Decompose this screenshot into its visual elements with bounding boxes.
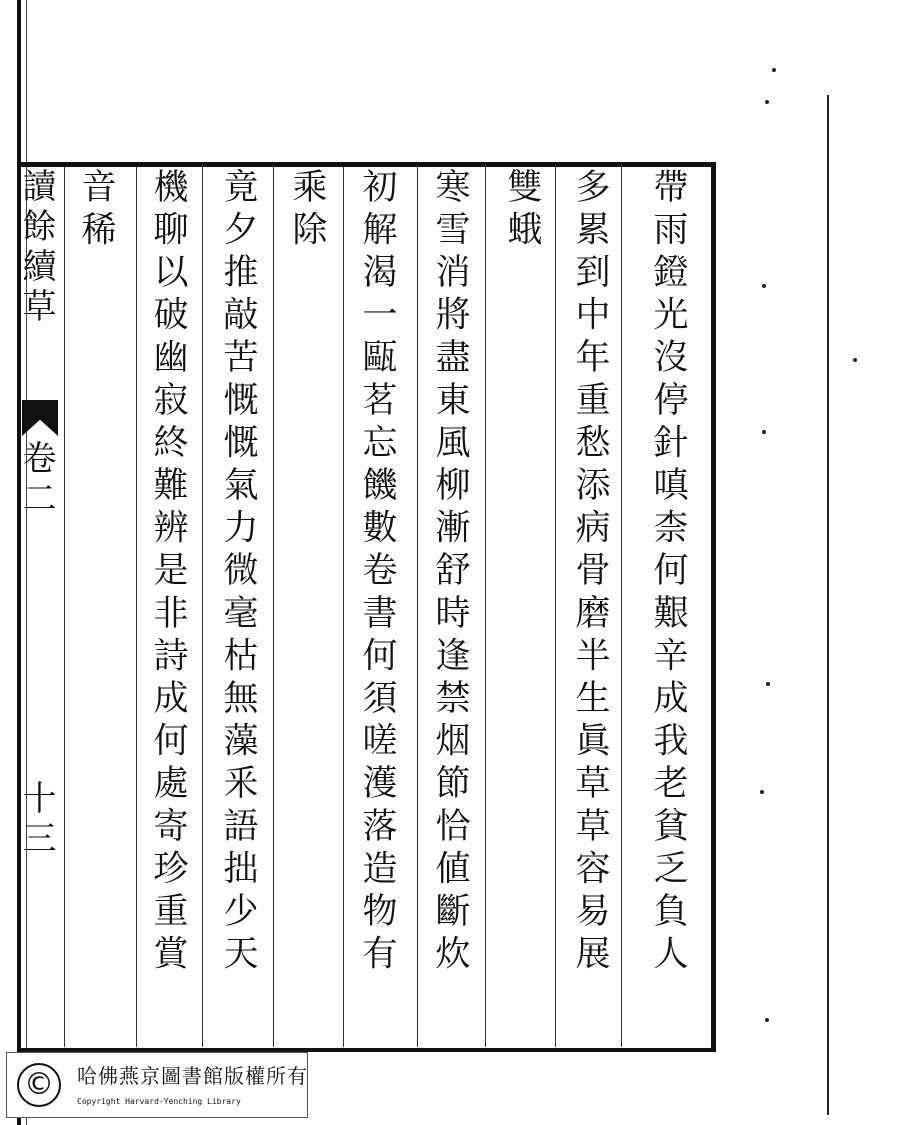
text-column: 竟夕推敲苦慨慨氣力微毫枯無藻釆語拙少天 [218,168,258,978]
text-column: 寒雪消將盡東風柳漸舒時逢禁烟節恰値斷炊 [430,168,470,978]
column-rule [555,167,556,1047]
heart-volume: 卷二 [16,440,56,520]
column-rule [64,167,65,1047]
heart-page-number: 十三 [16,780,56,860]
text-column: 初解渴一甌茗忘饑數卷書何須嗟濩落造物有 [357,168,397,978]
text-column: 機聊以破幽寂終難辨是非詩成何處寄珍重賞 [148,168,188,978]
text-column: 多累到中年重愁添病骨磨半生眞草草容易展 [570,168,610,978]
column-rule [621,167,622,1047]
text-column: 帶雨鐙光沒停針嗔柰何艱辛成我老貧乏負人 [648,168,688,978]
column-rule [202,167,203,1047]
copyright-stamp [6,1052,308,1118]
column-rule [417,167,418,1047]
column-rule [273,167,274,1047]
paper-edge [827,95,829,1115]
column-rule [136,167,137,1047]
heart-title: 讀餘續草 [16,168,56,328]
text-column: 乘除 [287,168,327,254]
text-column: 雙蛾 [502,168,542,254]
copyright-english: Copyright Harvard-Yenching Library [77,1097,241,1106]
copyright-chinese: 哈佛燕京圖書館版權所有 [77,1064,308,1088]
column-rule [343,167,344,1047]
column-rule [485,167,486,1047]
text-column: 音稀 [76,168,116,254]
copyright-icon: © [17,1063,61,1107]
